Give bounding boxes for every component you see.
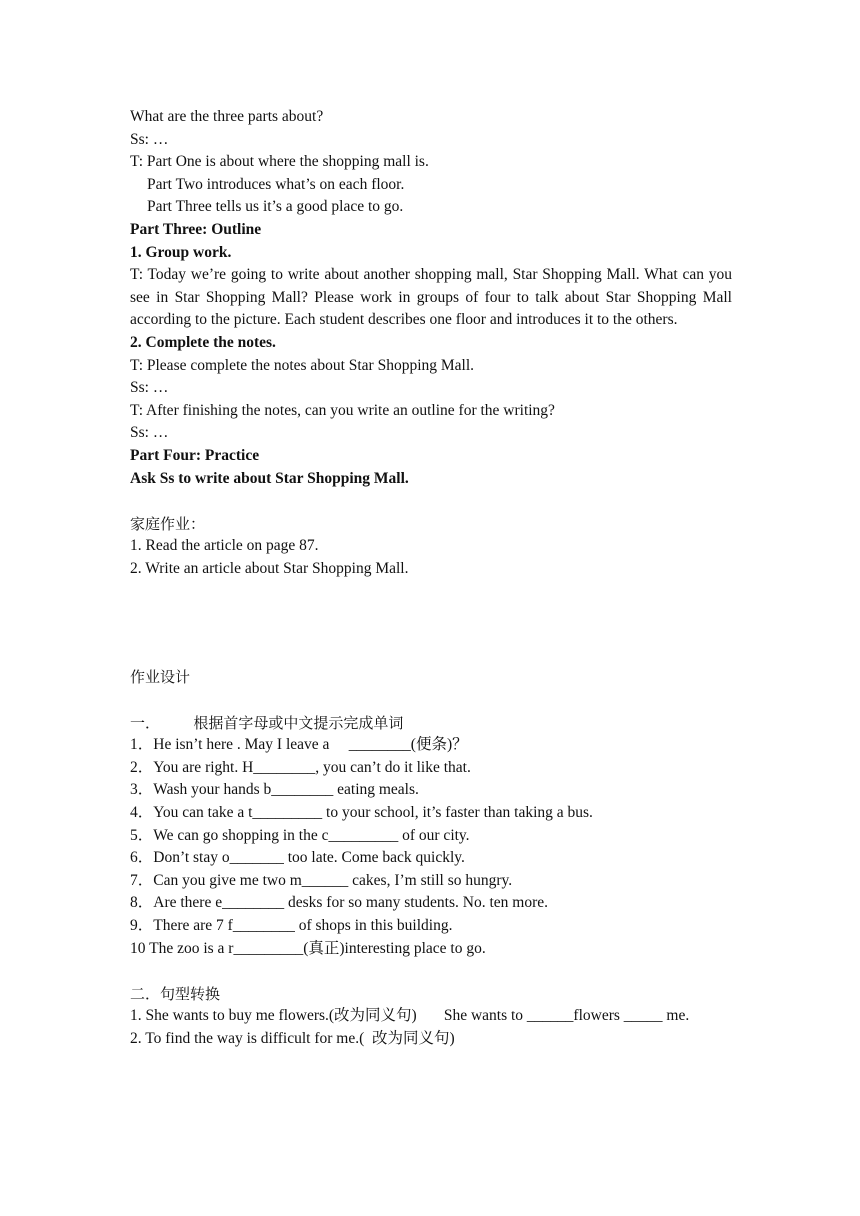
exercise-item: 4．You can take a t_________ to your school, it’s faster than taking a bus. — [130, 804, 593, 822]
text-line: Part Three tells us it’s a good place to go. — [147, 198, 404, 216]
exercise-item: 2．You are right. H________, you can’t do it like that. — [130, 758, 471, 776]
text-line: Part Two introduces what’s on each floor. — [147, 175, 405, 193]
text-line: T: Part One is about where the shopping mall is. — [130, 153, 429, 171]
exercise-item: 1. She wants to buy me flowers.(改为同义句) She wants to ______flowers _____ me. — [130, 1007, 690, 1025]
homework-title: 家庭作业： — [130, 514, 206, 533]
exercise-item: 6．Don’t stay o_______ too late. Come back quickly. — [130, 849, 465, 867]
exercise-item: 9．There are 7 f________ of shops in this building. — [130, 917, 453, 934]
document-page — [130, 106, 732, 1051]
exercise-item: 3．Wash your hands b________ eating meals. — [130, 781, 419, 799]
exercise-section-heading: 一． 根据首字母或中文提示完成单词 — [130, 713, 404, 732]
text-line: Ss: … — [130, 379, 169, 397]
exercise-section-heading: 二．句型转换 — [130, 984, 221, 1003]
text-line: T: Please complete the notes about Star Shopping Mall. — [130, 356, 475, 374]
text-line: T: After finishing the notes, can you write an outline for the writing? — [130, 401, 555, 419]
exercise-item: 2. To find the way is difficult for me.( 改为同义句) — [130, 1029, 455, 1047]
subsection-heading: 2. Complete the notes. — [130, 333, 276, 351]
text-line: Ss: … — [130, 130, 169, 148]
section-heading: Part Three: Outline — [130, 220, 262, 238]
design-title: 作业设计 — [130, 668, 191, 687]
text-line: Ss: … — [130, 424, 169, 442]
exercise-item: 1．He isn’t here . May I leave a ________(便条)？ — [130, 736, 468, 754]
section-heading: Part Four: Practice — [130, 446, 260, 464]
homework-item: 2. Write an article about Star Shopping Mall. — [130, 559, 409, 577]
text-line: What are the three parts about? — [130, 108, 324, 125]
paragraph: T: Today we’re going to write about another shopping mall, Star Shopping Mall. What can you see in Star Shopping Mall? Please work in groups of four to talk about Star Shopping Mall according to the picture. Each student describes one floor and introduces it to the others. — [130, 266, 732, 329]
homework-item: 1. Read the article on page 87. — [130, 537, 319, 555]
subsection-heading: 1. Group work. — [130, 243, 232, 261]
exercise-item: 10 The zoo is a r_________(真正)interesting place to go. — [130, 939, 486, 957]
text-line-bold: Ask Ss to write about Star Shopping Mall. — [130, 469, 409, 487]
exercise-item: 7．Can you give me two m______ cakes, I’m still so hungry. — [130, 871, 513, 889]
exercise-item: 5．We can go shopping in the c_________ of our city. — [130, 826, 470, 844]
exercise-item: 8．Are there e________ desks for so many students. No. ten more. — [130, 894, 548, 912]
